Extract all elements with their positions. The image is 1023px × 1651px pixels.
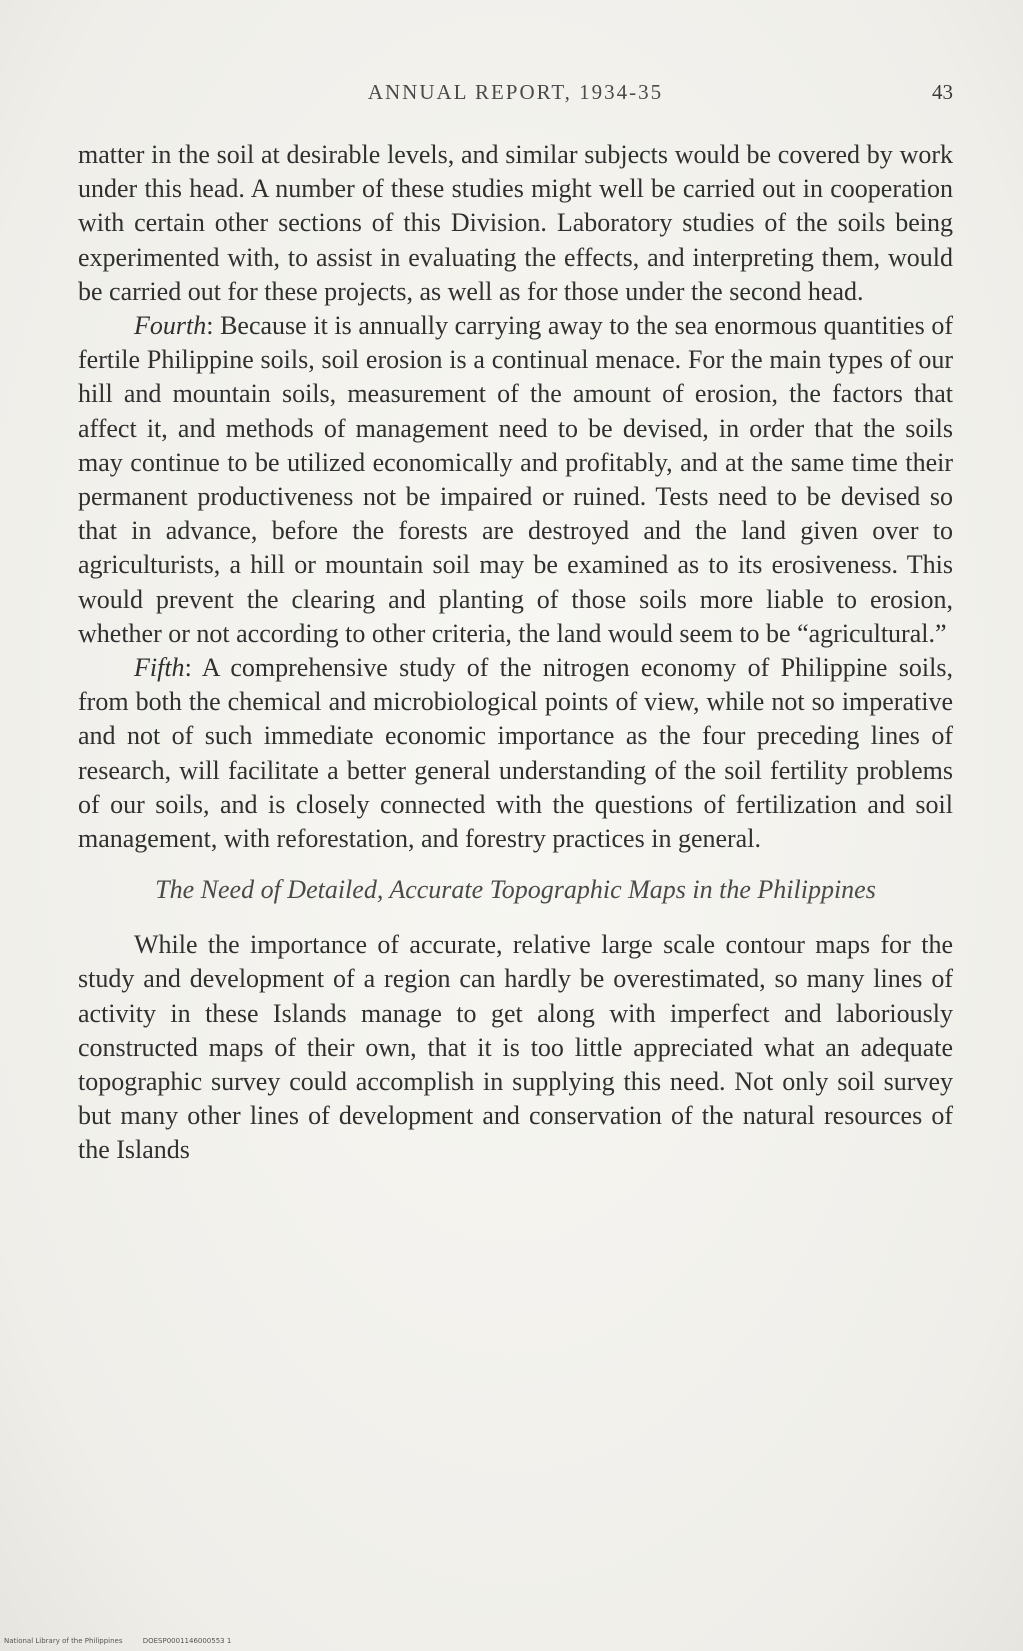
paragraph-text-fifth: : A comprehensive study of the nitrogen economy of Philippine soils, from both the chemical and microbiological points of view, while not so imperative and not of such immediate economic importance as the four preceding lines of research, will facilitate a better general understanding of the soil fertility problems of our soils, and is closely connected with the questions of fertilization and soil management, with reforestation, and forestry practices in general. xyxy=(78,653,953,854)
paragraph-topographic: While the importance of accurate, relative large scale contour maps for the study and development of a region can hardly be overestimated, so many lines of activity in these Islands manage to get along with imperfect and laboriously constructed maps of their own, that it is too little appreciated what an adequate topographic survey could accomplish in supplying this need. Not only soil survey but many other lines of development and conservation of the natural resources of the Islands xyxy=(78,930,953,1165)
paragraph-lead-fifth: Fifth xyxy=(134,653,185,683)
library-name: National Library of the Philippines xyxy=(4,1637,123,1645)
paragraph-continuation: matter in the soil at desirable levels, and similar subjects would be covered by work under this head. A number of these studies might well be carried out in cooperation with certain other sections of this Division. Laboratory studies of the soils being experimented with, to assist in evaluating the effects, and interpreting them, would be carried out for these projects, as well as for those under the second head. xyxy=(78,140,953,306)
page-number: 43 xyxy=(932,80,953,104)
section-heading: The Need of Detailed, Accurate Topographic Maps in the Philippines xyxy=(155,875,876,905)
document-code: DOESP0001146000553 1 xyxy=(142,1637,232,1645)
paragraph-fourth xyxy=(78,309,953,651)
running-title: ANNUAL REPORT, 1934-35 xyxy=(367,80,664,104)
paragraph-lead-fourth: Fourth xyxy=(134,311,207,341)
paragraph-fifth xyxy=(78,651,953,856)
page-header xyxy=(78,80,953,110)
digitization-stamp xyxy=(4,1637,249,1645)
paragraph-text-fourth: : Because it is annually carrying away to the sea enormous quantities of fertile Philippine soils, soil erosion is a continual menace. For the main types of our hill and mountain soils, measurement of the amount of erosion, the factors that affect it, and methods of management need to be devised, in order that the soils may continue to be utilized economically and profitably, and at the same time their permanent productiveness not be impaired or ruined. Tests need to be devised so that in advance, before the forests are destroyed and the land given over to agriculturists, a hill or mountain soil may be examined as to its erosiveness. This would prevent the clearing and planting of those soils more liable to erosion, whether or not according to other criteria, the land would seem to be “agricultural.” xyxy=(78,311,953,648)
body-text xyxy=(78,138,953,1168)
